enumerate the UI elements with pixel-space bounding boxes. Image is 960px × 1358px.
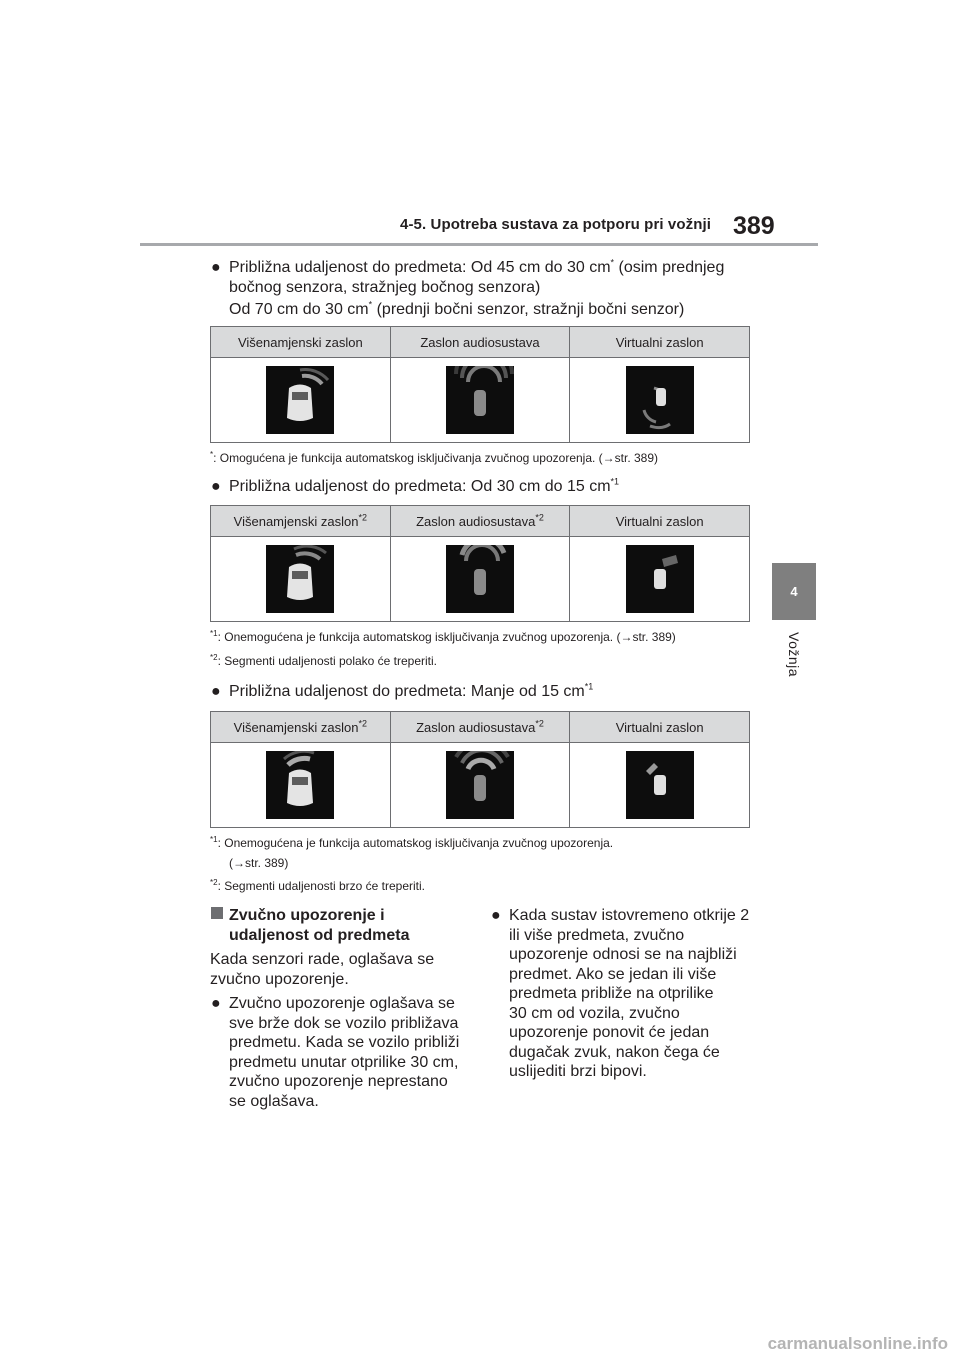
multi-display-screen-image: [266, 751, 334, 819]
page-number: 389: [733, 212, 775, 240]
bullet-distance-45-30: ● Približna udaljenost do predmeta: Od 45 cm do 30 cm* (osim prednjeg bočnog senzora, stražnjeg bočnog senzora): [211, 257, 725, 296]
bullet-icon: ●: [491, 907, 501, 924]
col-header-virtual-display: Virtualni zaslon: [570, 712, 750, 743]
col-header-audio-display: Zaslon audiosustava: [390, 327, 570, 358]
bullet-distance-30-15: ● Približna udaljenost do predmeta: Od 30 cm do 15 $cm^{*1}$: [211, 476, 620, 495]
chapter-tab: 4: [772, 563, 816, 620]
multi-display-screen-image: [266, 366, 334, 434]
bullet-icon: ●: [211, 683, 221, 700]
footnote-3-1-cont: (→str. 389): [229, 856, 289, 870]
audio-display-screen-image: [446, 366, 514, 434]
footnote-2-1: $^{*1}$: Onemogućena je funkcija automatskog isključivanja zvučnog upozorenja. (→str. 389): [210, 629, 676, 644]
col-header-audio-display: Zaslon audiosustava$^{*2}$: [390, 506, 570, 537]
header-rule: [140, 243, 818, 246]
bullet-sound-faster: ● Zvučno upozorenje oglašava se sve brže dok se vozilo približava predmetu. Kada se vozilo približi predmetu unutar otprilike 30 cm, zvučno upozorenje neprestano se oglašava.: [211, 995, 460, 1110]
watermark: carmanualsonline.info: [767, 1334, 948, 1353]
sound-section-heading: Zvučno upozorenje i udaljenost od predmeta: [229, 906, 479, 945]
bullet-distance-under-15: ● Približna udaljenost do predmeta: Manje od 15 $cm^{*1}$: [211, 681, 594, 700]
bullet-distance-70-30: Od 70 cm do 30 cm* (prednji bočni senzor, stražnji bočni senzor): [229, 299, 685, 318]
audio-display-screen-image: [446, 545, 514, 613]
col-header-multi-display: Višenamjenski zaslon: [211, 327, 391, 358]
bullet-icon: ●: [211, 259, 221, 276]
col-header-virtual-display: Virtualni zaslon: [570, 506, 750, 537]
col-header-multi-display: Višenamjenski zaslon$^{*2}$: [211, 506, 391, 537]
chapter-label: Vožnja: [786, 632, 802, 678]
virtual-display-screen-image: [626, 751, 694, 819]
section-marker-icon: [211, 907, 223, 919]
audio-display-screen-image: [446, 751, 514, 819]
footnote-1: *: Omogućena je funkcija automatskog isključivanja zvučnog upozorenja. (→str. 389): [210, 450, 659, 465]
col-header-virtual-display: Virtualni zaslon: [570, 327, 750, 358]
bullet-multiple-objects: ● Kada sustav istovremeno otkrije 2 ili više predmeta, zvučno upozorenje odnosi se na najbliži predmet. Ako se jedan ili više predmeta približe na otprilike 30 cm od vozila, zvučno upozorenje ponovit će jedan dugačak zvuk, nakon čega će uslijediti brzi bipovi.: [491, 907, 750, 1080]
virtual-display-screen-image: [626, 545, 694, 613]
col-header-audio-display: Zaslon audiosustava$^{*2}$: [390, 712, 570, 743]
col-header-multi-display: Višenamjenski zaslon$^{*2}$: [211, 712, 391, 743]
footnote-2-2: $^{*2}$: Segmenti udaljenosti polako će treperiti.: [210, 653, 438, 668]
display-table-1: [210, 326, 750, 443]
footnote-3-1: $^{*1}$: Onemogućena je funkcija automatskog isključivanja zvučnog upozorenja.: [210, 835, 614, 850]
footnote-3-2: $^{*2}$: Segmenti udaljenosti brzo će treperiti.: [210, 878, 426, 893]
display-table-3: [210, 711, 750, 828]
multi-display-screen-image: [266, 545, 334, 613]
display-table-2: [210, 505, 750, 622]
bullet-icon: ●: [211, 478, 221, 495]
bullet-icon: ●: [211, 995, 221, 1012]
section-title: 4-5. Upotreba sustava za potporu pri vožnji: [400, 216, 712, 233]
virtual-display-screen-image: [626, 366, 694, 434]
sound-section-intro: Kada senzori rade, oglašava se zvučno upozorenje.: [210, 951, 435, 988]
